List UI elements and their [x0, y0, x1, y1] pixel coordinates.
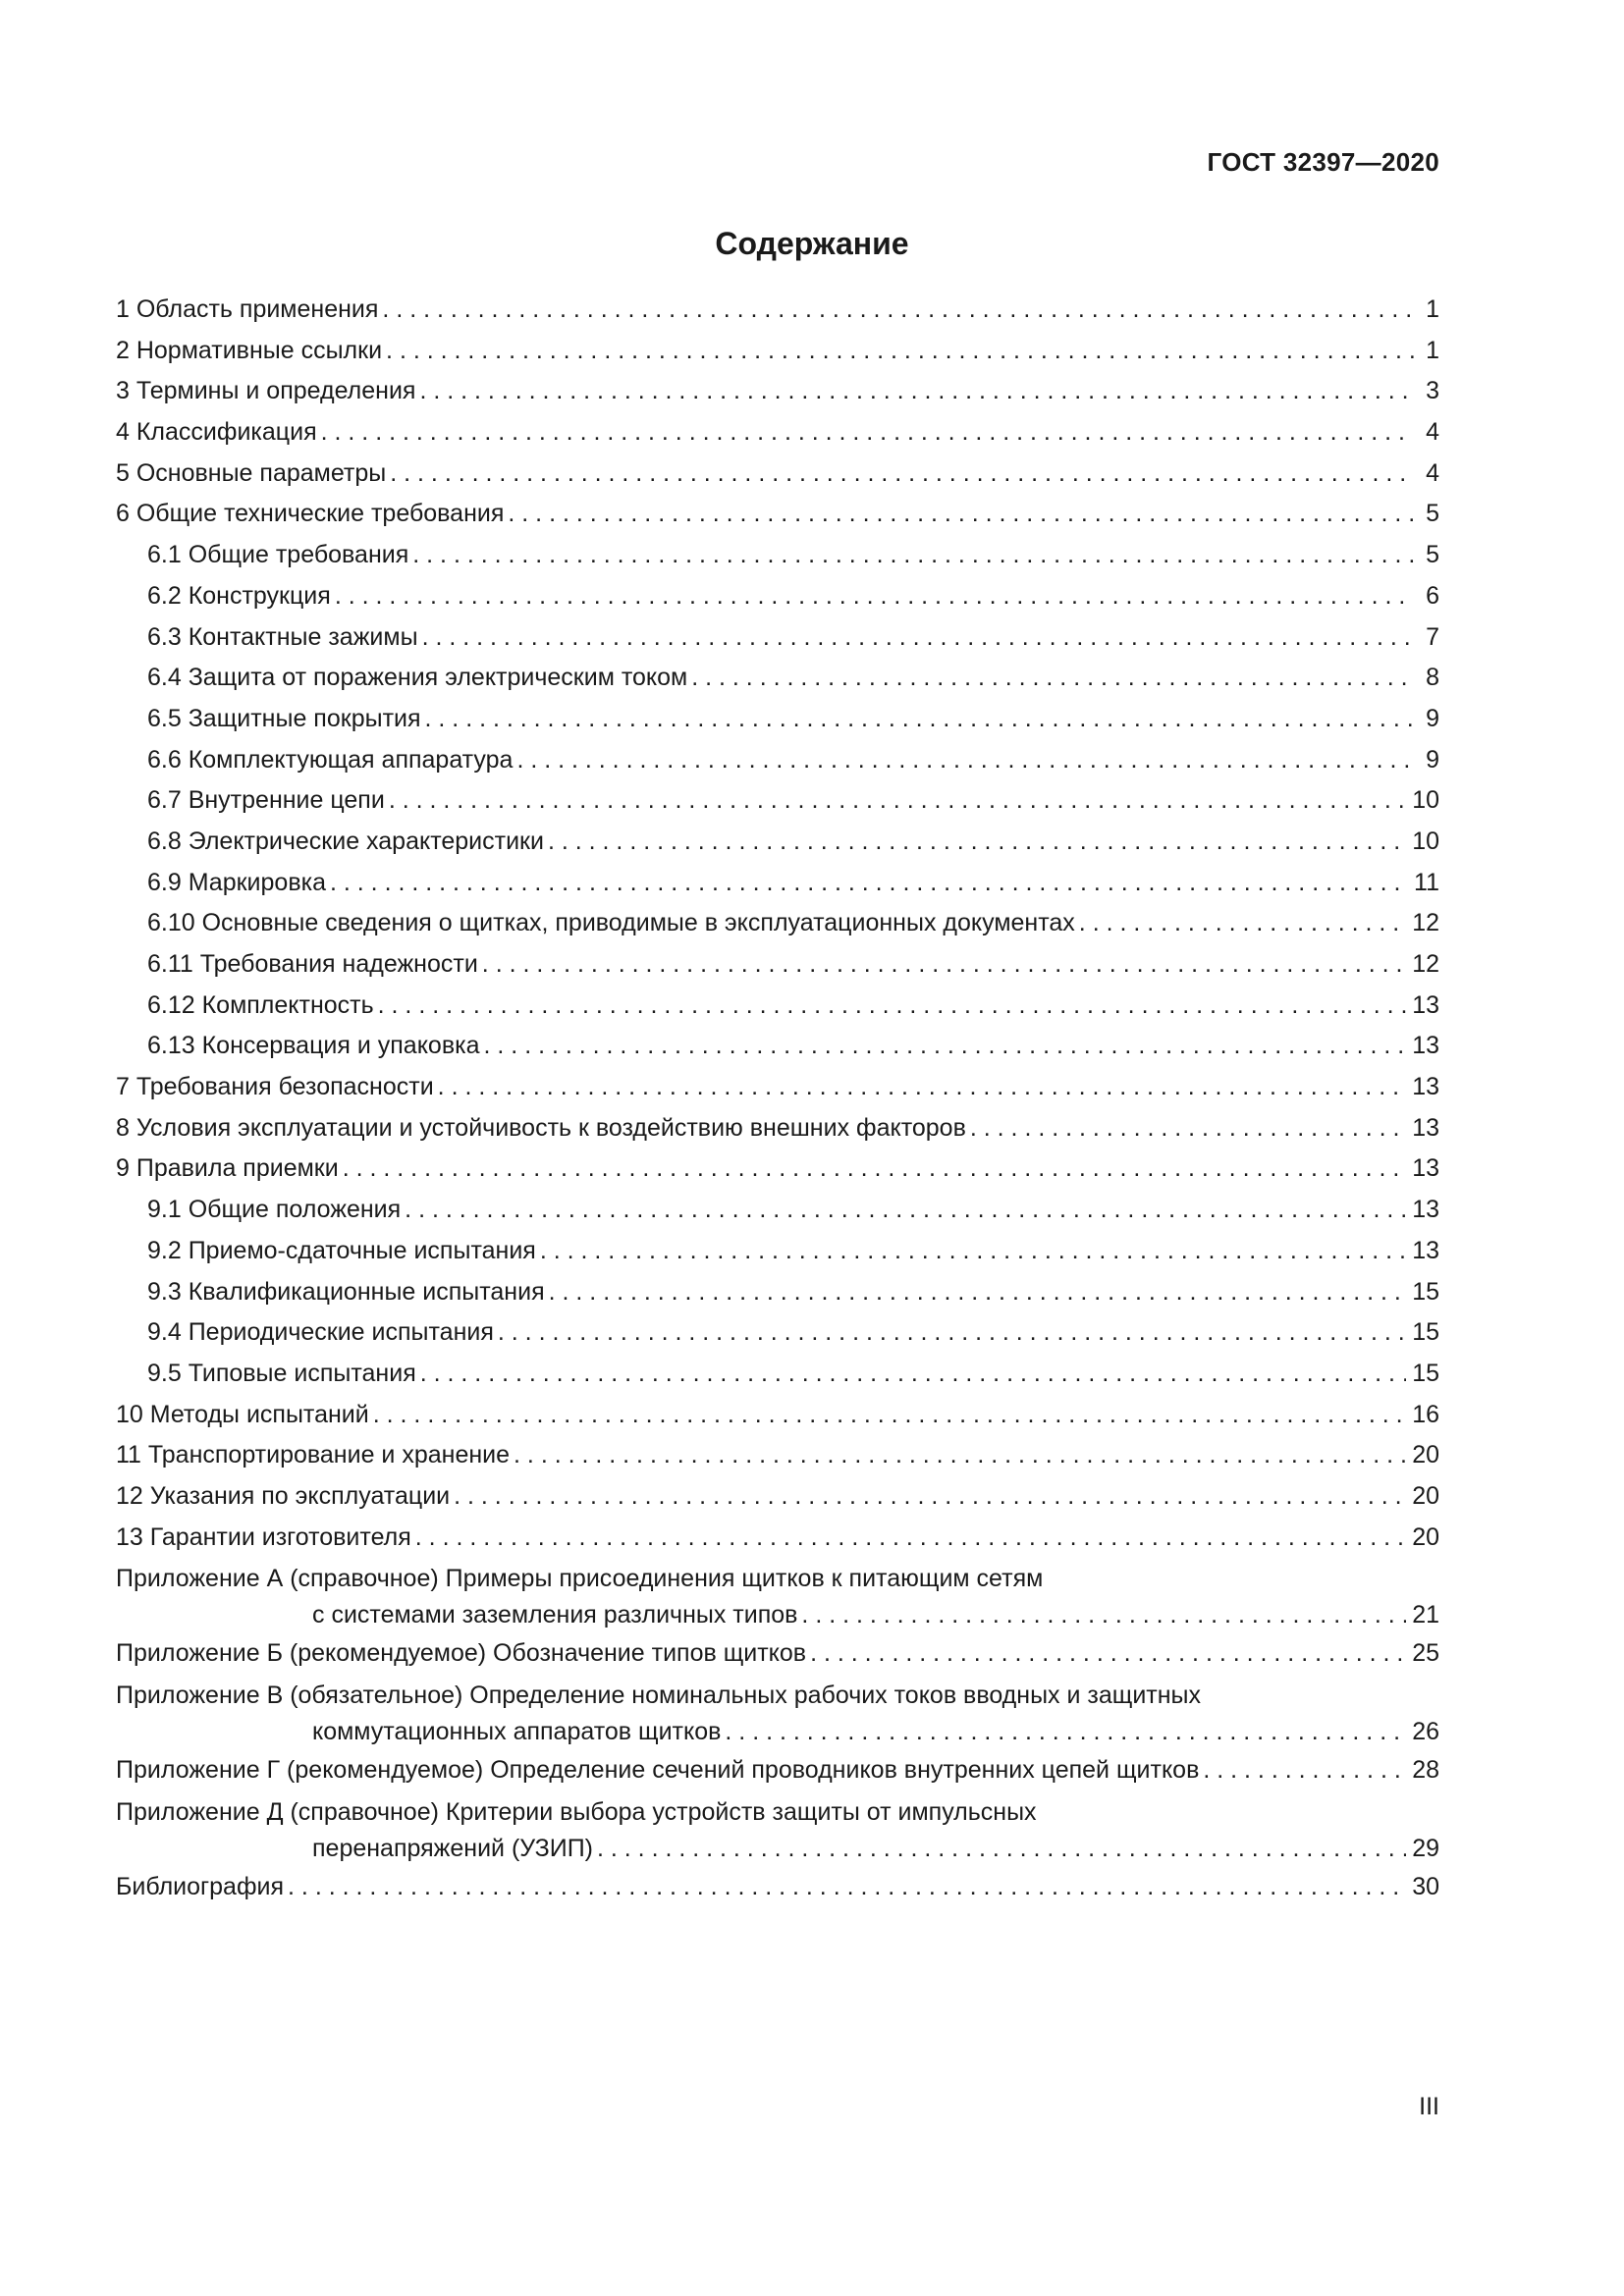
toc-entry-page: 15: [1412, 1359, 1439, 1387]
toc-entry-title: Библиография: [116, 1872, 285, 1900]
toc-entry-page: 7: [1426, 622, 1439, 651]
toc-entry[interactable]: [116, 863, 1439, 904]
toc-entry-page: 13: [1412, 1236, 1439, 1264]
toc-entry-page: 13: [1412, 1196, 1439, 1224]
dot-leader: [378, 986, 1407, 1027]
toc-entry-title: перенапряжений (УЗИП): [312, 1834, 593, 1862]
dot-leader: [335, 576, 1414, 617]
toc-entry[interactable]: [116, 1312, 1439, 1354]
toc-entry-page: 5: [1426, 500, 1439, 528]
toc-entry[interactable]: [116, 1148, 1439, 1190]
toc-entry-title: 3 Термины и определения: [116, 377, 416, 405]
toc-entry-page: 8: [1426, 664, 1439, 692]
toc-entry-page: 21: [1412, 1601, 1439, 1629]
dot-leader: [330, 863, 1408, 904]
dot-leader: [1079, 903, 1406, 944]
toc-entry-title: 6.6 Комплектующая аппаратура: [147, 745, 514, 774]
toc-entry-title: 6.5 Защитные покрытия: [147, 704, 421, 732]
toc-entry-page: 20: [1412, 1522, 1439, 1551]
toc-entry[interactable]: [116, 1791, 1439, 1867]
toc-entry[interactable]: [116, 1476, 1439, 1518]
toc-entry-page: 6: [1426, 581, 1439, 610]
dot-leader: [498, 1312, 1406, 1354]
dot-leader: [514, 1435, 1406, 1476]
toc-entry[interactable]: [116, 454, 1439, 495]
toc-entry-title: 9.2 Приемо-сдаточные испытания: [147, 1236, 536, 1264]
toc-entry[interactable]: [116, 1633, 1439, 1675]
toc-entry[interactable]: [116, 1867, 1439, 1908]
toc-entry[interactable]: [116, 1518, 1439, 1559]
toc-entry-page: 15: [1412, 1277, 1439, 1306]
dot-leader: [382, 290, 1414, 331]
dot-leader: [549, 1272, 1407, 1313]
toc-entry-title: 6.9 Маркировка: [147, 868, 326, 896]
toc-entry-title: 7 Требования безопасности: [116, 1073, 434, 1101]
toc-entry-page: 13: [1412, 990, 1439, 1019]
dot-leader: [415, 1518, 1406, 1559]
toc-entry-page: 3: [1426, 377, 1439, 405]
toc-entry-title: 6.12 Комплектность: [147, 990, 374, 1019]
toc-entry-title: коммутационных аппаратов щитков: [312, 1718, 722, 1745]
dot-leader: [420, 1354, 1406, 1395]
dot-leader: [405, 1190, 1406, 1231]
toc-entry-page: 13: [1412, 1113, 1439, 1142]
toc-entry-title: 2 Нормативные ссылки: [116, 336, 383, 364]
toc-entry-page: 10: [1412, 786, 1439, 815]
page-title: Содержание: [715, 226, 909, 261]
toc-entry-page: 20: [1412, 1481, 1439, 1510]
dot-leader: [540, 1231, 1406, 1272]
toc-entry[interactable]: [116, 1395, 1439, 1436]
toc-entry-page: 29: [1412, 1834, 1439, 1862]
toc-entry[interactable]: [116, 1231, 1439, 1272]
toc-entry-title: 9 Правила приемки: [116, 1154, 339, 1183]
dot-leader: [343, 1148, 1406, 1190]
toc-entry[interactable]: [116, 1067, 1439, 1108]
toc-entry-title: 10 Методы испытаний: [116, 1400, 369, 1428]
toc-entry[interactable]: [116, 371, 1439, 412]
toc-entry[interactable]: [116, 699, 1439, 740]
dot-leader: [801, 1596, 1406, 1633]
toc-entry-title: 9.4 Периодические испытания: [147, 1318, 494, 1347]
toc-entry-title: 6.2 Конструкция: [147, 581, 331, 610]
toc-entry[interactable]: [116, 1190, 1439, 1231]
toc-entry-title: 4 Классификация: [116, 418, 317, 447]
document-code: ГОСТ 32397—2020: [1207, 147, 1439, 177]
toc-entry[interactable]: [116, 1558, 1439, 1633]
dot-leader: [548, 822, 1406, 863]
toc-entry-title: 9.1 Общие положения: [147, 1196, 402, 1224]
toc-entry[interactable]: [116, 658, 1439, 699]
toc-entry-title: 6.8 Электрические характеристики: [147, 827, 544, 855]
toc-entry[interactable]: [116, 1435, 1439, 1476]
dot-leader: [970, 1108, 1406, 1149]
toc-entry-title: 9.3 Квалификационные испытания: [147, 1277, 545, 1306]
dot-leader: [386, 331, 1414, 372]
dot-leader: [1203, 1750, 1406, 1791]
toc-entry[interactable]: [116, 740, 1439, 781]
dot-leader: [288, 1867, 1406, 1908]
toc-entry[interactable]: [116, 903, 1439, 944]
dot-leader: [419, 371, 1414, 412]
toc-entry[interactable]: [116, 1750, 1439, 1791]
toc-entry-title: 13 Гарантии изготовителя: [116, 1522, 411, 1551]
toc-entry[interactable]: [116, 780, 1439, 822]
toc-entry-page: 4: [1426, 458, 1439, 487]
dot-leader: [422, 617, 1414, 659]
toc-entry-page: 5: [1426, 541, 1439, 569]
dot-leader: [389, 780, 1406, 822]
toc-entry-title: 6.3 Контактные зажимы: [147, 622, 418, 651]
toc-entry[interactable]: [116, 1026, 1439, 1067]
toc-entry-title: 5 Основные параметры: [116, 458, 387, 487]
toc-entry[interactable]: [116, 412, 1439, 454]
toc-entry[interactable]: [116, 535, 1439, 576]
toc-entry-page: 28: [1412, 1756, 1439, 1784]
toc-entry[interactable]: [116, 1354, 1439, 1395]
toc-entry[interactable]: [116, 576, 1439, 617]
toc-entry[interactable]: [116, 1272, 1439, 1313]
toc-entry-title: 6.11 Требования надежности: [147, 950, 478, 978]
dot-leader: [691, 658, 1414, 699]
toc-entry-page: 9: [1426, 745, 1439, 774]
dot-leader: [321, 412, 1414, 454]
toc-entry-page: 9: [1426, 704, 1439, 732]
dot-leader: [425, 699, 1414, 740]
toc-entry-page: 16: [1412, 1400, 1439, 1428]
toc-entry[interactable]: [116, 617, 1439, 659]
toc-entry-page: 10: [1412, 827, 1439, 855]
toc-entry-title: 6.10 Основные сведения о щитках, приводимые в эксплуатационных документах: [147, 909, 1075, 937]
toc-entry-page: 13: [1412, 1154, 1439, 1183]
dot-leader: [516, 740, 1414, 781]
table-of-contents: [116, 290, 1439, 1907]
toc-entry-title: Приложение В (обязательное) Определение номинальных рабочих токов вводных и защитных: [116, 1682, 1202, 1709]
toc-entry[interactable]: [116, 290, 1439, 331]
toc-entry-page: 20: [1412, 1441, 1439, 1469]
dot-leader: [412, 535, 1414, 576]
page-number: III: [1419, 2093, 1439, 2120]
dot-leader: [725, 1713, 1406, 1750]
toc-entry[interactable]: [116, 1108, 1439, 1149]
toc-entry-page: 12: [1412, 909, 1439, 937]
toc-entry-title: 9.5 Типовые испытания: [147, 1359, 416, 1387]
toc-entry-title: 1 Область применения: [116, 295, 379, 323]
toc-entry-title: Приложение А (справочное) Примеры присоединения щитков к питающим сетям: [116, 1565, 1044, 1593]
toc-entry[interactable]: [116, 986, 1439, 1027]
toc-entry-title: 8 Условия эксплуатации и устойчивость к воздействию внешних факторов: [116, 1113, 966, 1142]
toc-entry-page: 12: [1412, 950, 1439, 978]
dot-leader: [373, 1395, 1406, 1436]
toc-entry-page: 1: [1426, 295, 1439, 323]
toc-entry-title: с системами заземления различных типов: [312, 1601, 798, 1629]
toc-entry[interactable]: [116, 944, 1439, 986]
toc-entry-title: 6 Общие технические требования: [116, 500, 505, 528]
toc-entry-page: 15: [1412, 1318, 1439, 1347]
dot-leader: [484, 1026, 1407, 1067]
dot-leader: [482, 944, 1406, 986]
toc-entry-title: 6.1 Общие требования: [147, 541, 409, 569]
toc-entry-page: 13: [1412, 1032, 1439, 1060]
toc-entry-title: Приложение Д (справочное) Критерии выбора устройств защиты от импульсных: [116, 1797, 1037, 1826]
dot-leader: [810, 1633, 1406, 1675]
dot-leader: [390, 454, 1414, 495]
toc-entry[interactable]: [116, 1675, 1439, 1750]
dot-leader: [454, 1476, 1406, 1518]
toc-entry-page: 26: [1412, 1718, 1439, 1745]
toc-entry[interactable]: [116, 494, 1439, 535]
dot-leader: [508, 494, 1414, 535]
toc-entry-title: Приложение Г (рекомендуемое) Определение сечений проводников внутренних цепей щитков: [116, 1756, 1200, 1784]
toc-entry-page: 30: [1412, 1872, 1439, 1900]
dot-leader: [438, 1067, 1407, 1108]
toc-entry-page: 11: [1414, 868, 1439, 896]
toc-entry-title: 6.7 Внутренние цепи: [147, 786, 385, 815]
toc-entry-page: 25: [1412, 1639, 1439, 1668]
toc-entry-page: 1: [1426, 336, 1439, 364]
toc-entry-title: 6.13 Консервация и упаковка: [147, 1032, 480, 1060]
toc-entry[interactable]: [116, 822, 1439, 863]
toc-entry-title: 11 Транспортирование и хранение: [116, 1441, 511, 1469]
toc-entry[interactable]: [116, 331, 1439, 372]
toc-entry-page: 4: [1426, 418, 1439, 447]
toc-entry-title: 6.4 Защита от поражения электрическим током: [147, 664, 688, 692]
dot-leader: [597, 1830, 1406, 1867]
toc-entry-title: 12 Указания по эксплуатации: [116, 1481, 451, 1510]
toc-entry-title: Приложение Б (рекомендуемое) Обозначение типов щитков: [116, 1639, 807, 1668]
toc-entry-page: 13: [1412, 1073, 1439, 1101]
